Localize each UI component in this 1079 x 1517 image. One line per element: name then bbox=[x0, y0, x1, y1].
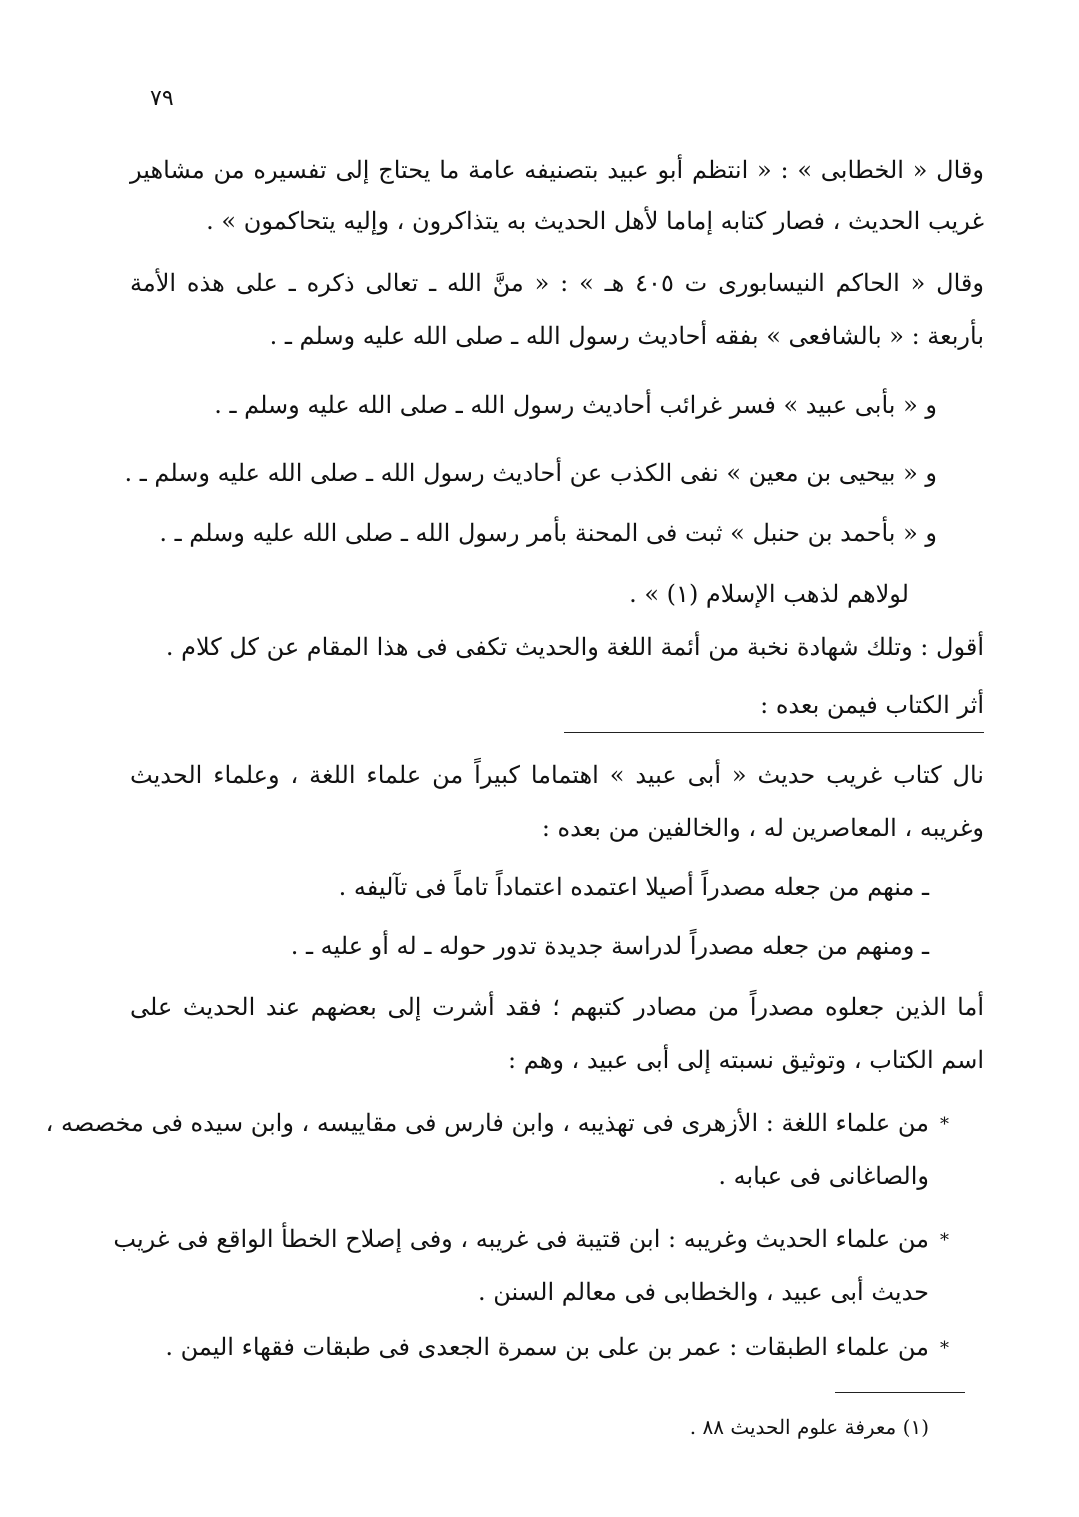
footnote-separator bbox=[835, 1392, 965, 1393]
bullet-marker: * bbox=[940, 1230, 949, 1251]
bullet-marker: * bbox=[940, 1114, 949, 1135]
list-item: و « بأحمد بن حنبل » ثبت فى المحنة بأمر رسول الله ـ صلى الله عليه وسلم ـ . bbox=[159, 519, 937, 547]
paragraph-line: بأربعة : « بالشافعى » بفقه أحاديث رسول الله ـ صلى الله عليه وسلم ـ . bbox=[269, 322, 984, 350]
list-item: من علماء الحديث وغريبه : ابن قتيبة فى غريبه ، وفى إصلاح الخطأ الواقع فى غريب bbox=[113, 1225, 929, 1253]
footnote: (١) معرفة علوم الحديث ٨٨ . bbox=[689, 1415, 929, 1439]
list-item: من علماء اللغة : الأزهرى فى تهذيبه ، وابن فارس فى مقاييسه ، وابن سيده فى مخصصه ، bbox=[45, 1109, 929, 1137]
paragraph-line: وقال « الخطابى » : « انتظم أبو عبيد بتصنيفه عامة ما يحتاج إلى تفسيره من مشاهير bbox=[130, 156, 984, 184]
paragraph-line: أقول : وتلك شهادة نخبة من أئمة اللغة والحديث تكفى فى هذا المقام عن كل كلام . bbox=[165, 633, 984, 661]
list-item: و « بأبى عبيد » فسر غرائب أحاديث رسول الله ـ صلى الله عليه وسلم ـ . bbox=[214, 391, 937, 419]
list-item: والصاغانى فى عبابه . bbox=[718, 1162, 929, 1190]
page-number: ٧٩ bbox=[150, 86, 174, 111]
heading-underline bbox=[564, 732, 984, 733]
paragraph-line: وغريبه ، المعاصرين له ، والخالفين من بعده : bbox=[541, 814, 984, 842]
paragraph-line: نال كتاب غريب حديث « أبى عبيد » اهتماما كبيراً من علماء اللغة ، وعلماء الحديث bbox=[130, 761, 984, 789]
paragraph-line: أما الذين جعلوه مصدراً من مصادر كتبهم ؛ فقد أشرت إلى بعضهم عند الحديث على bbox=[130, 993, 984, 1021]
list-item: من علماء الطبقات : عمر بن على بن سمرة الجعدى فى طبقات فقهاء اليمن . bbox=[165, 1333, 929, 1361]
section-heading-text: أثر الكتاب فيمن بعده : bbox=[760, 691, 984, 719]
paragraph-line: لولاهم لذهب الإسلام (١) » . bbox=[629, 580, 909, 608]
paragraph-line: اسم الكتاب ، وتوثيق نسبته إلى أبى عبيد ، وهم : bbox=[507, 1046, 984, 1074]
bullet-marker: * bbox=[940, 1338, 949, 1359]
list-item: ـ ومنهم من جعله مصدراً لدراسة جديدة تدور حوله ـ له أو عليه ـ . bbox=[290, 932, 929, 960]
section-heading bbox=[564, 688, 984, 736]
list-item: و « بيحيى بن معين » نفى الكذب عن أحاديث رسول الله ـ صلى الله عليه وسلم ـ . bbox=[124, 459, 937, 487]
paragraph-line: غريب الحديث ، فصار كتابه إماما لأهل الحديث به يتذاكرون ، وإليه يتحاكمون » . bbox=[206, 207, 984, 235]
paragraph-line: وقال « الحاكم النيسابورى ت ٤٠٥ هـ » : « منَّ الله ـ تعالى ذكره ـ على هذه الأمة bbox=[130, 269, 984, 297]
list-item: ـ منهم من جعله مصدراً أصيلا اعتمده اعتماداً تاماً فى تآليفه . bbox=[338, 873, 929, 901]
list-item: حديث أبى عبيد ، والخطابى فى معالم السنن . bbox=[478, 1278, 929, 1306]
